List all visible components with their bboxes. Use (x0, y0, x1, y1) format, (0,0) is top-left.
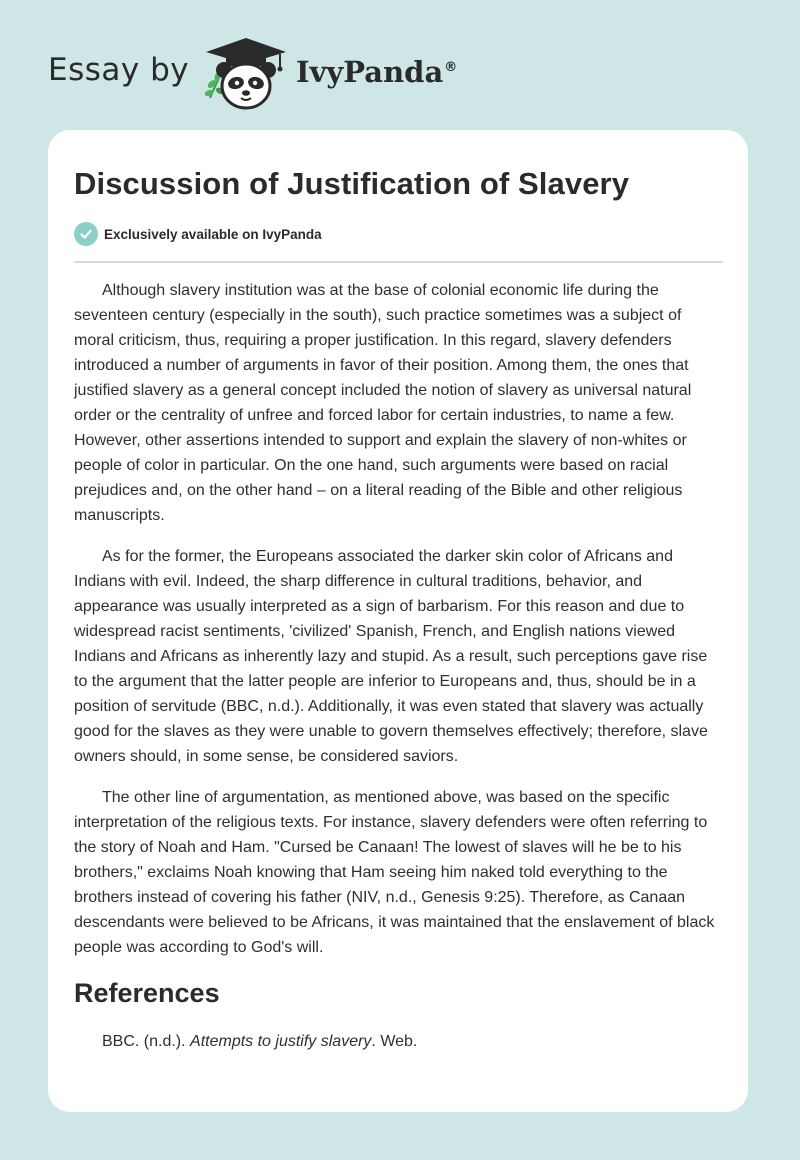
reference-prefix: BBC. (n.d.). (102, 1033, 191, 1050)
paragraph: Although slavery institution was at the base of colonial economic life during the seventeen century (especially in the south), such practice sometimes was a subject of moral criticism, thus, requiring a proper justification. In this regard, slavery defenders introduced a number of arguments in favor of their position. Among them, the ones that justified slavery as a general concept included the notion of slavery as universal natural order or the centrality of unfree and forced labor for certain industries, to name a few. However, other assertions intended to support and explain the slavery of non-whites or people of color in particular. On the one hand, such arguments were based on racial prejudices and, on the other hand – on a literal reading of the Bible and other religious manuscripts. (74, 282, 692, 524)
page-title: Discussion of Justification of Slavery (74, 166, 630, 201)
reference-suffix: . Web. (371, 1033, 418, 1050)
article-body (74, 278, 724, 1054)
paragraph: The other line of argumentation, as mentioned above, was based on the specific interpretation of the religious texts. For instance, slavery defenders were often referring to the story of Noah and Ham. "Cursed be Canaan! The lowest of slaves will he be to his brothers," exclaims Noah knowing that Ham seeing him naked told everything to the brothers instead of covering his father (NIV, n.d., Genesis 9:25). Therefore, as Canaan descendants were believed to be Africans, it was maintained that the enslavement of black people was according to God's will. (74, 789, 715, 956)
brand-name[interactable] (296, 55, 457, 89)
brand-name-text: IvyPanda (296, 55, 444, 89)
registered-mark: ® (444, 60, 458, 76)
exclusive-badge (74, 222, 322, 246)
reference-title: Attempts to justify slavery (190, 1033, 372, 1050)
reference-item (74, 1029, 724, 1054)
paragraph: As for the former, the Europeans associated the darker skin color of Africans and Indians with evil. Indeed, the sharp difference in cultural traditions, behavior, and appearance was usually interpreted as a sign of barbarism. For this reason and due to widespread racist sentiments, 'civilized' Spanish, French, and English nations viewed Indians and Africans as inherently lazy and stupid. As a result, such perceptions gave rise to the argument that the latter people are inferior to Europeans and, thus, should be in a position of servitude (BBC, n.d.). Additionally, it was even stated that slavery was actually good for the slaves as they were unable to govern themselves effectively; therefore, slave owners should, in some sense, be considered saviors. (74, 548, 708, 765)
article-card (48, 130, 748, 1112)
divider (74, 261, 723, 263)
panda-graduate-logo-icon[interactable] (200, 36, 292, 112)
references-heading: References (74, 978, 220, 1008)
brand-prefix: Essay by (48, 52, 190, 88)
site-header (0, 0, 800, 130)
badge-text: Exclusively available on IvyPanda (104, 226, 322, 242)
check-icon (74, 222, 98, 246)
